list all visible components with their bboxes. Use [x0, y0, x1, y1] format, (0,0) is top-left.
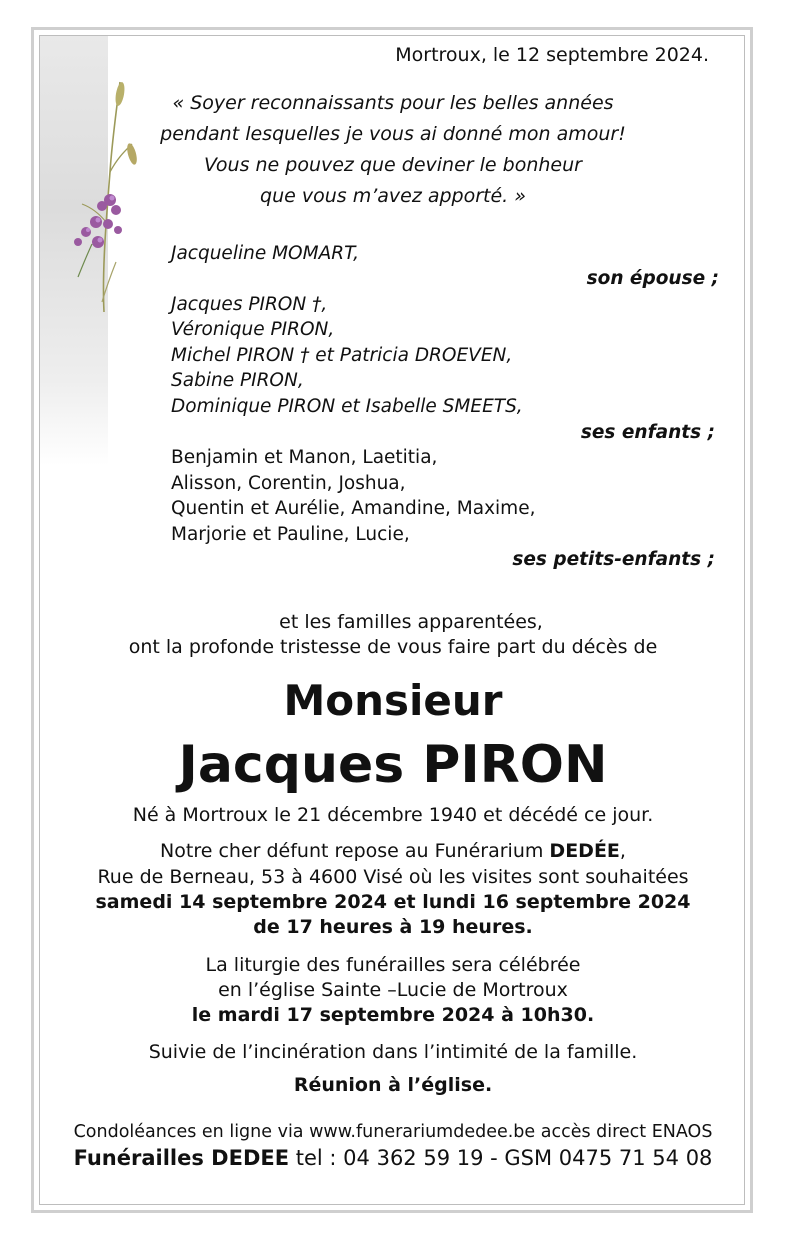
contact-line [40, 1145, 746, 1171]
visitation-line-1-text: Notre cher défunt repose au Funérarium [160, 840, 550, 862]
spouse-name: Jacqueline MOMART, [171, 243, 360, 264]
quote-line-3: Vous ne pouvez que deviner le bonheur [204, 154, 582, 176]
child-2: Véronique PIRON, [171, 319, 335, 340]
child-4: Sabine PIRON, [171, 370, 304, 391]
grandchildren-1: Benjamin et Manon, Laetitia, [171, 447, 438, 468]
child-1: Jacques PIRON †, [171, 294, 328, 315]
deceased-title: Monsieur [283, 676, 503, 725]
cremation-line: Suivie de l’incinération dans l’intimité de la famille. [148, 1041, 638, 1063]
place-date: Mortroux, le 12 septembre 2024. [395, 44, 709, 66]
spouse-relation: son épouse ; [586, 268, 719, 289]
meeting-line: Réunion à l’église. [293, 1074, 493, 1096]
grandchildren-3: Quentin et Aurélie, Amandine, Maxime, [171, 498, 536, 519]
grandchildren-relation: ses petits-enfants ; [512, 549, 715, 570]
visitation-address: Rue de Berneau, 53 à 4600 Visé où les visites sont souhaitées [97, 866, 689, 888]
grandchildren-4: Marjorie et Pauline, Lucie, [171, 524, 410, 545]
condolences-line: Condoléances en ligne via www.funerariumdedee.be accès direct ENAOS [73, 1122, 713, 1142]
announcement-line-1: et les familles apparentées, [279, 611, 543, 633]
quote-line-1: « Soyer reconnaissants pour les belles années [172, 92, 614, 114]
quote-line-2: pendant lesquelles je vous ai donné mon amour! [160, 123, 626, 145]
child-3: Michel PIRON † et Patricia DROEVEN, [171, 345, 513, 366]
birth-death-line: Né à Mortroux le 21 décembre 1940 et décédé ce jour. [132, 804, 654, 826]
liturgy-line-1: La liturgie des funérailles sera célébrée [205, 954, 581, 976]
deceased-name: Jacques PIRON [178, 735, 608, 795]
liturgy-line-2: en l’église Sainte –Lucie de Mortroux [218, 979, 568, 1001]
company-name: Funérailles DEDEE [73, 1146, 290, 1170]
funeral-home-name: DEDÉE [549, 840, 620, 862]
child-5: Dominique PIRON et Isabelle SMEETS, [171, 396, 523, 417]
visitation-dates: samedi 14 septembre 2024 et lundi 16 septembre 2024 [95, 891, 691, 913]
phone-numbers: tel : 04 362 59 19 - GSM 0475 71 54 08 [289, 1146, 713, 1170]
grandchildren-2: Alisson, Corentin, Joshua, [171, 473, 406, 494]
visitation-line-1 [40, 840, 746, 862]
visitation-hours: de 17 heures à 19 heures. [253, 916, 533, 938]
liturgy-date: le mardi 17 septembre 2024 à 10h30. [191, 1004, 595, 1026]
children-relation: ses enfants ; [580, 422, 715, 443]
quote-line-4: que vous m’avez apporté. » [260, 185, 526, 207]
visitation-line-1-comma: , [619, 840, 626, 862]
announcement-line-2: ont la profonde tristesse de vous faire part du décès de [128, 636, 658, 658]
